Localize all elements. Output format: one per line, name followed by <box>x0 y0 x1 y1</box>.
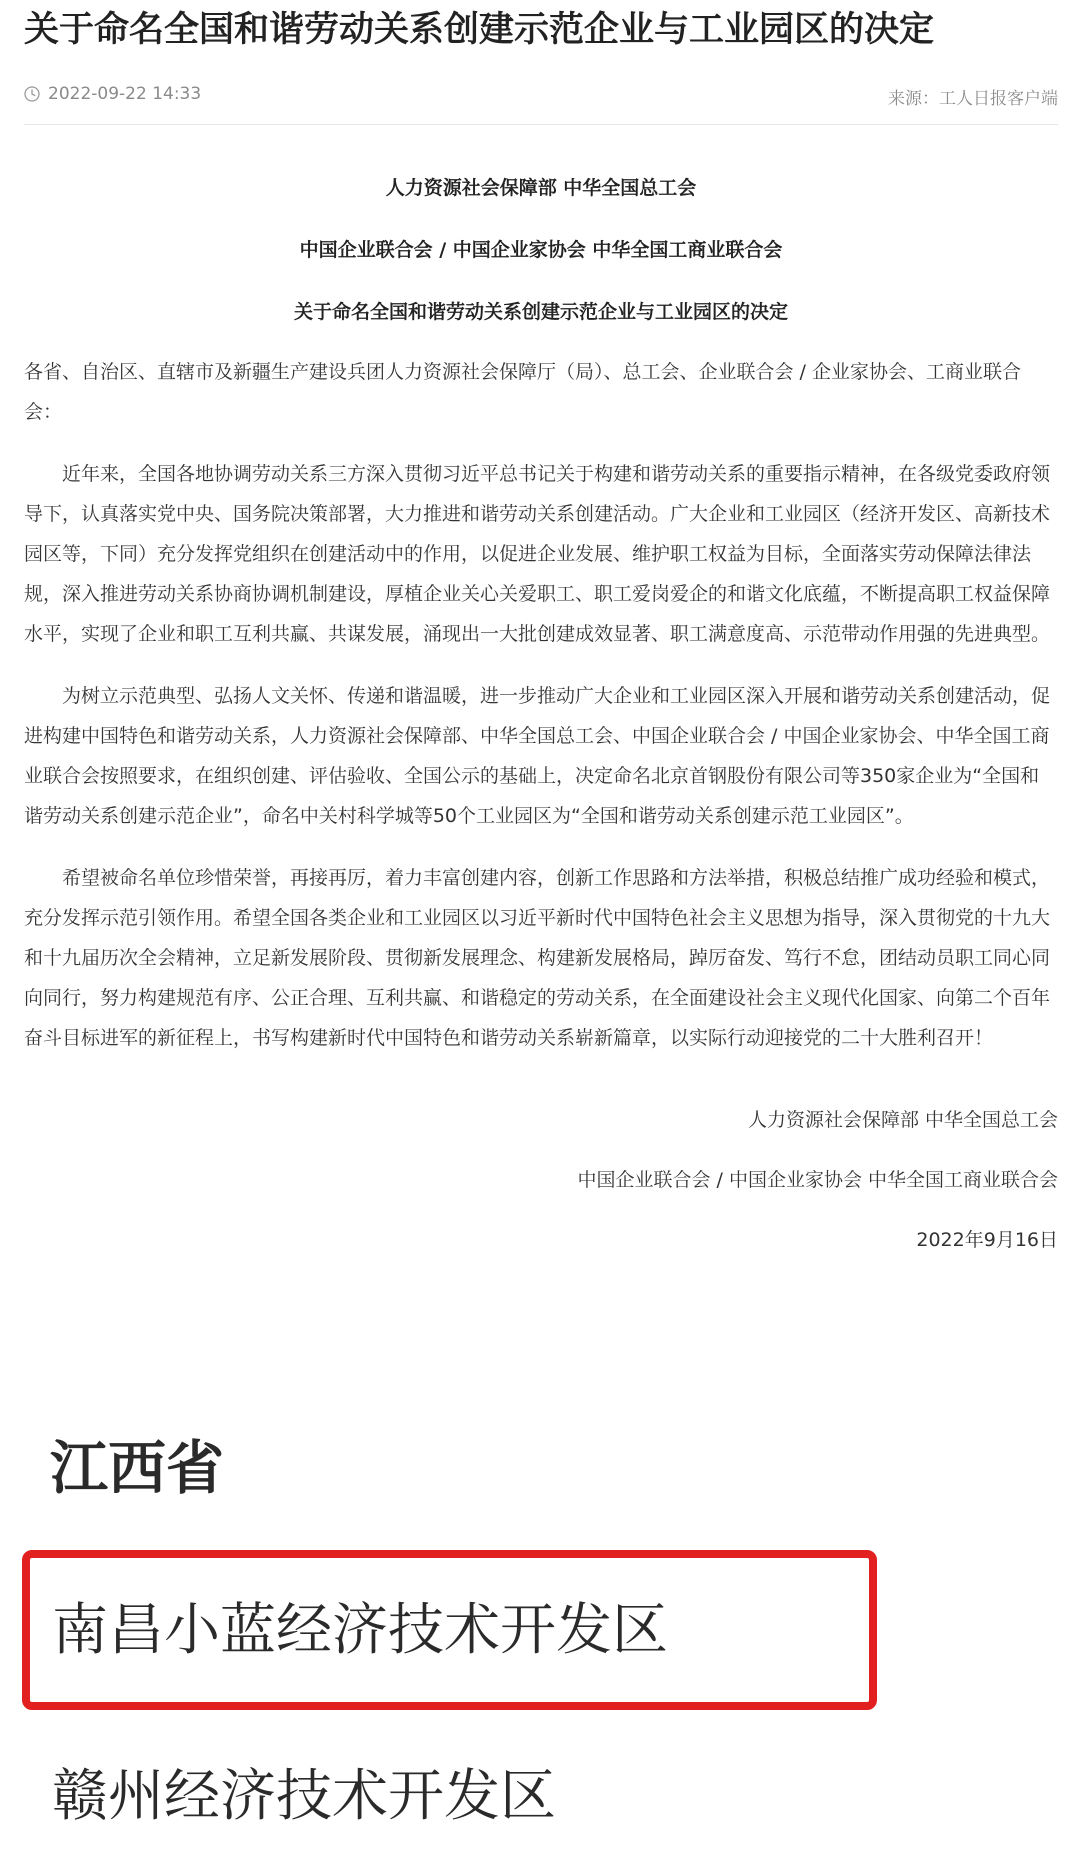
publish-time-text: 2022-09-22 14:33 <box>48 84 202 104</box>
province-heading: 江西省 <box>50 1434 225 1502</box>
issuer-line-2: 中国企业联合会 / 中国企业家协会 中华全国工商业联合会 <box>299 239 783 261</box>
body-paragraph-3: 希望被命名单位珍惜荣誉，再接再厉，着力丰富创建内容，创新工作思路和方法举措，积极总结推广成功经验和模式，充分发挥示范引领作用。希望全国各类企业和工业园区以习近平新时代中国特色社会主义思想为指导，深入贯彻党的十九大和十九届历次全会精神，立足新发展阶段、贯彻新发展理念、构建新发展格局，踔厉奋发、笃行不怠，团结动员职工同心同向同行，努力构建规范有序、公正合理、互利共赢、和谐稳定的劳动关系，在全面建设社会主义现代化国家、向第二个百年奋斗目标进军的新征程上，书写构建新时代中国特色和谐劳动关系崭新篇章，以实际行动迎接党的二十大胜利召开！ <box>24 867 1051 1049</box>
park-list-item: 赣州经济技术开发区 <box>52 1764 556 1829</box>
header-divider <box>24 124 1058 125</box>
signature-line-2: 中国企业联合会 / 中国企业家协会 中华全国工商业联合会 <box>577 1169 1058 1191</box>
body-paragraph-2: 为树立示范典型、弘扬人文关怀、传递和谐温暖，进一步推动广大企业和工业园区深入开展和谐劳动关系创建活动，促进构建中国特色和谐劳动关系，人力资源社会保障部、中华全国总工会、中国企业联合会 / 中国企业家协会、中华全国工商业联合会按照要求，在组织创建、评估验收、全国公示的基础上，决定命名北京首钢股份有限公司等350家企业为“全国和谐劳动关系创建示范企业”，命名中关村科学城等50个工业园区为“全国和谐劳动关系创建示范工业园区”。 <box>24 685 1051 827</box>
signature-line-1: 人力资源社会保障部 中华全国总工会 <box>747 1109 1058 1131</box>
body-paragraph-1: 近年来，全国各地协调劳动关系三方深入贯彻习近平总书记关于构建和谐劳动关系的重要指示精神，在各级党委政府领导下，认真落实党中央、国务院决策部署，大力推进和谐劳动关系创建活动。广大企业和工业园区（经济开发区、高新技术园区等，下同）充分发挥党组织在创建活动中的作用，以促进企业发展、维护职工权益为目标，全面落实劳动保障法律法规，深入推进劳动关系协商协调机制建设，厚植企业关心关爱职工、职工爱岗爱企的和谐文化底蕴，不断提高职工权益保障水平，实现了企业和职工互利共赢、共谋发展，涌现出一大批创建成效显著、职工满意度高、示范带动作用强的先进典型。 <box>24 463 1051 645</box>
publish-time <box>24 84 201 104</box>
source-label: 来源：工人日报客户端 <box>888 89 1058 109</box>
article-body <box>24 168 1058 1260</box>
clock-icon <box>24 86 40 102</box>
decision-title: 关于命名全国和谐劳动关系创建示范企业与工业园区的决定 <box>293 301 788 323</box>
signature-date: 2022年9月16日 <box>916 1229 1058 1251</box>
page-title: 关于命名全国和谐劳动关系创建示范企业与工业园区的决定 <box>24 10 935 50</box>
addressees-paragraph: 各省、自治区、直辖市及新疆生产建设兵团人力资源社会保障厅（局）、总工会、企业联合会 / 企业家协会、工商业联合会： <box>24 361 1021 423</box>
issuer-line-1: 人力资源社会保障部 中华全国总工会 <box>385 177 697 199</box>
park-list-item: 南昌小蓝经济技术开发区 <box>52 1598 668 1663</box>
article-meta <box>24 80 1058 112</box>
